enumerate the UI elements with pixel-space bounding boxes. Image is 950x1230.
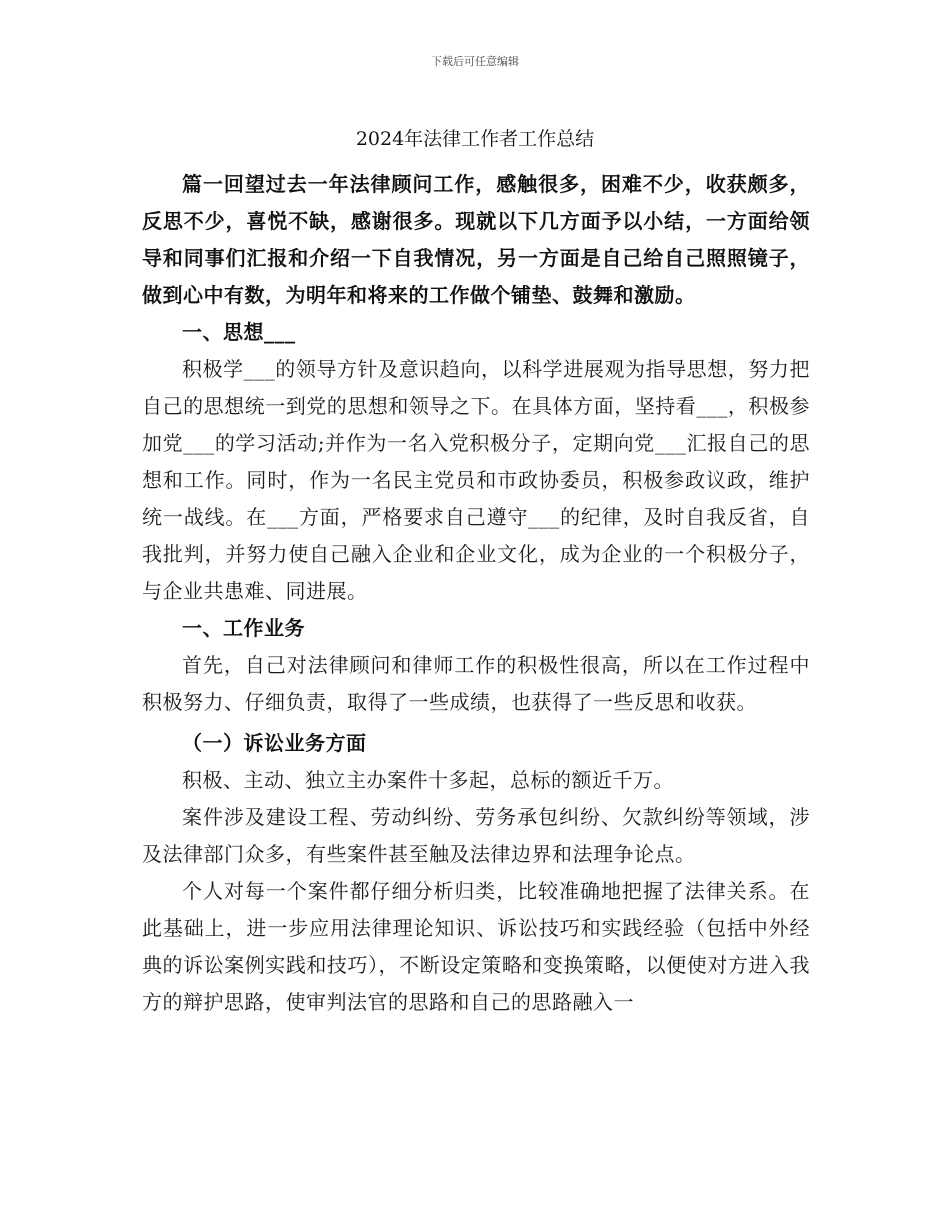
- header-note: 下载后可任意编辑: [431, 55, 519, 68]
- litigation-paragraph: 个人对每一个案件都仔细分析归类，比较准确地把握了法律关系。在此基础上，进一步应用法律理论知识、诉讼技巧和实践经验（包括中外经典的诉讼案例实践和技巧），不断设定策略和变换策略，以便使对方进入我方的辩护思路，使审判法官的思路和自己的思路融入一: [142, 879, 810, 1014]
- litigation-paragraph: 积极、主动、独立主办案件十多起，总标的额近千万。: [182, 768, 674, 792]
- document-body: [142, 166, 810, 1021]
- section-heading-work: 一、工作业务: [182, 616, 305, 640]
- section-work-paragraph: 首先，自己对法律顾问和律师工作的积极性很高，所以在工作过程中积极努力、仔细负责，取得了一些成绩，也获得了一些反思和收获。: [142, 653, 810, 714]
- intro-paragraph: 篇一回望过去一年法律顾问工作，感触很多，困难不少，收获颇多，反思不少，喜悦不缺，感谢很多。现就以下几方面予以小结，一方面给领导和同事们汇报和介绍一下自我情况，另一方面是自己给自己照照镜子，做到心中有数，为明年和将来的工作做个铺垫、鼓舞和激励。: [142, 172, 810, 307]
- subsection-heading-litigation: （一）诉讼业务方面: [182, 731, 367, 755]
- document-title: 2024年法律工作者工作总结: [355, 128, 595, 150]
- section-thought-paragraph: 积极学___的领导方针及意识趋向，以科学进展观为指导思想，努力把自己的思想统一到党的思想和领导之下。在具体方面，坚持看___，积极参加党___的学习活动;并作为一名入党积极分子，定期向党___汇报自己的思想和工作。同时，作为一名民主党员和市政协委员，积极参政议政，维护统一战线。在___方面，严格要求自己遵守___的纪律，及时自我反省，自我批判，并努力使自己融入企业和企业文化，成为企业的一个积极分子，与企业共患难、同进展。: [142, 357, 810, 603]
- litigation-paragraph: 案件涉及建设工程、劳动纠纷、劳务承包纠纷、欠款纠纷等领域，涉及法律部门众多，有些案件甚至触及法律边界和法理争论点。: [142, 805, 810, 866]
- section-heading-thought: 一、思想___: [182, 320, 296, 344]
